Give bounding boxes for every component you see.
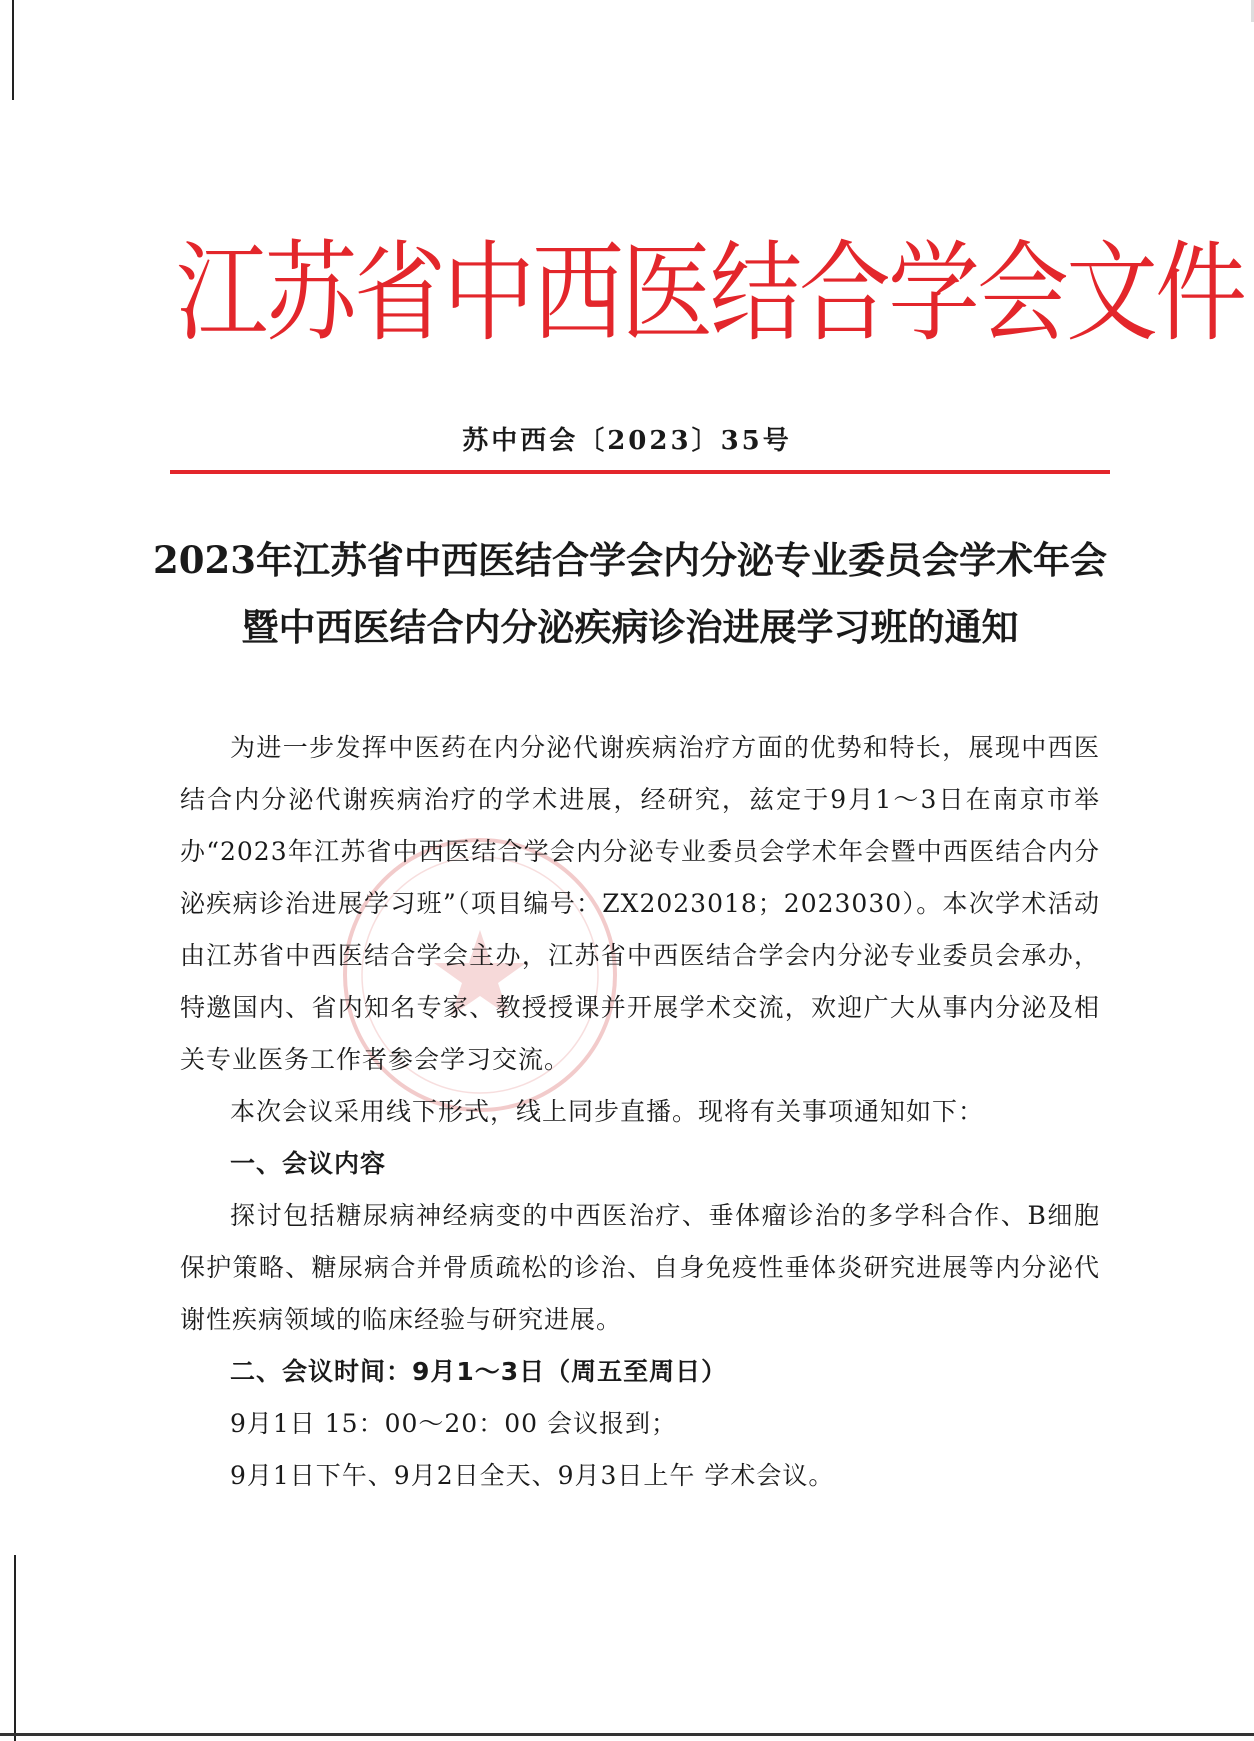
notice-title-line-1: 2023年江苏省中西医结合学会内分泌专业委员会学术年会 [153, 538, 1107, 582]
body-paragraph-format: 本次会议采用线下形式，线上同步直播。现将有关事项通知如下： [230, 1097, 985, 1126]
scan-edge-bottom [0, 1733, 1254, 1736]
document-number: 苏中西会〔2023〕35号 [462, 426, 792, 456]
schedule-line-registration: 9月1日 15：00～20：00 会议报到； [230, 1409, 677, 1438]
section-heading-content: 一、会议内容 [230, 1149, 387, 1178]
notice-title-line-2: 暨中西医结合内分泌疾病诊治进展学习班的通知 [241, 605, 1019, 649]
schedule-line-sessions: 9月1日下午、9月2日全天、9月3日上午 学术会议。 [230, 1461, 835, 1490]
scan-edge-left-lower [14, 1555, 16, 1741]
section-heading-time: 二、会议时间：9月1～3日（周五至周日） [230, 1357, 728, 1386]
masthead-title: 江苏省中西医结合学会文件 [176, 230, 1245, 357]
red-divider-line [170, 470, 1110, 474]
body-paragraph-intro: 为进一步发挥中医药在内分泌代谢疾病治疗方面的优势和特长，展现中西医结合内分泌代谢疾病治疗的学术进展，经研究，兹定于9月1～3日在南京市举办“2023年江苏省中西医结合学会内分泌专业委员会学术年会暨中西医结合内分泌疾病诊治进展学习班”（项目编号：ZX2023018；2023030）。本次学术活动由江苏省中西医结合学会主办，江苏省中西医结合学会内分泌专业委员会承办，特邀国内、省内知名专家、教授授课并开展学术交流，欢迎广大从事内分泌及相关专业医务工作者参会学习交流。 [180, 733, 1100, 1074]
section-content-text: 探讨包括糖尿病神经病变的中西医治疗、垂体瘤诊治的多学科合作、B细胞保护策略、糖尿病合并骨质疏松的诊治、自身免疫性垂体炎研究进展等内分泌代谢性疾病领域的临床经验与研究进展。 [180, 1201, 1100, 1334]
notice-body [180, 722, 1100, 1502]
scan-edge-left [12, 0, 14, 100]
